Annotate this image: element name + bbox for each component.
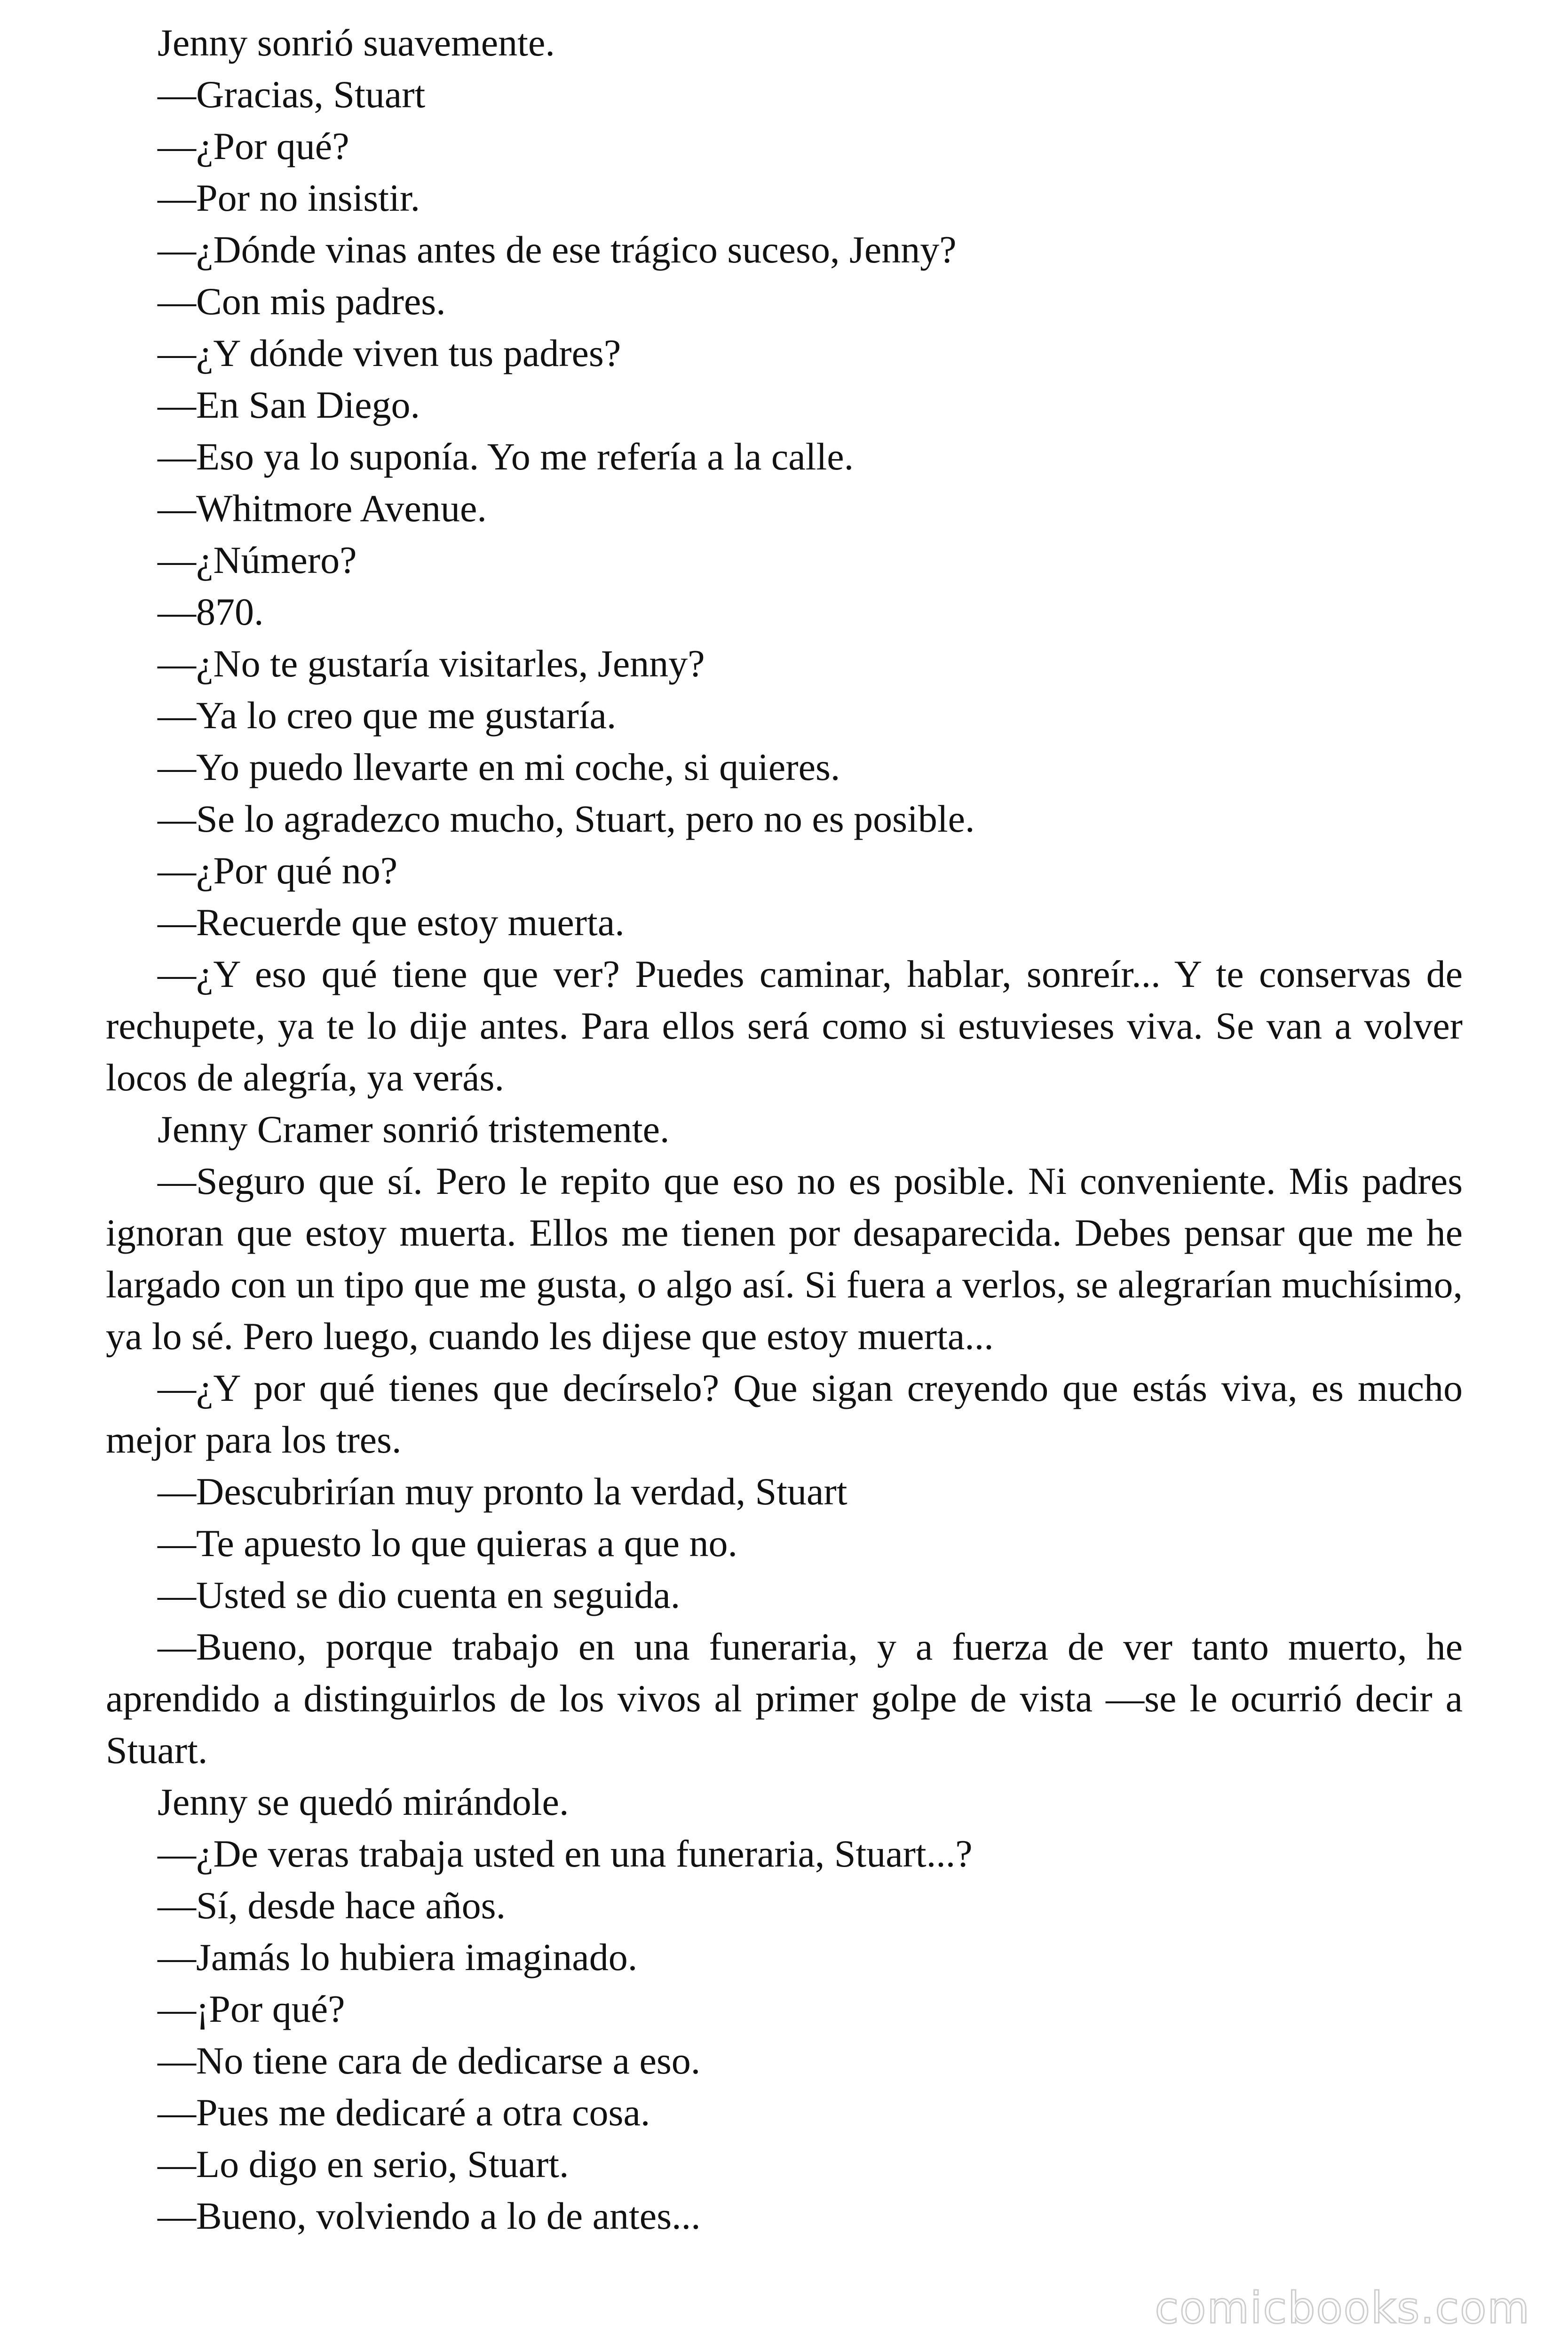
paragraph: —¿Por qué no?: [158, 849, 398, 892]
paragraph: —¿No te gustaría visitarles, Jenny?: [158, 642, 705, 685]
paragraph: —Se lo agradezco mucho, Stuart, pero no es posible.: [158, 797, 975, 840]
paragraph: —Sí, desde hace años.: [158, 1884, 506, 1927]
paragraph: —Lo digo en serio, Stuart.: [158, 2143, 569, 2185]
paragraph: —Con mis padres.: [158, 280, 446, 323]
paragraph: —¿Y por qué tienes que decírselo? Que sigan creyendo que estás viva, es mucho mejor para los tres.: [106, 1367, 1463, 1461]
paragraph: —Bueno, volviendo a lo de antes...: [158, 2194, 701, 2237]
paragraph: —Descubrirían muy pronto la verdad, Stuart: [158, 1470, 847, 1513]
paragraph: —Whitmore Avenue.: [158, 487, 487, 530]
document-page: [106, 17, 1463, 2242]
paragraph: —¿Dónde vinas antes de ese trágico suceso, Jenny?: [158, 228, 957, 271]
paragraph: —Pues me dedicaré a otra cosa.: [158, 2091, 650, 2134]
paragraph: —Usted se dio cuenta en seguida.: [158, 1573, 681, 1616]
paragraph: —Recuerde que estoy muerta.: [158, 901, 625, 944]
paragraph: —Eso ya lo suponía. Yo me refería a la calle.: [158, 435, 854, 478]
paragraph: —¿Número?: [158, 539, 357, 581]
paragraph: —Gracias, Stuart: [158, 73, 426, 116]
paragraph: —Yo puedo llevarte en mi coche, si quieres.: [158, 746, 840, 788]
paragraph: —¿Por qué?: [158, 125, 349, 167]
paragraph: —Te apuesto lo que quieras a que no.: [158, 1522, 738, 1565]
paragraph: —Ya lo creo que me gustaría.: [158, 694, 617, 737]
paragraph: —Por no insistir.: [158, 176, 420, 219]
paragraph: —En San Diego.: [158, 383, 420, 426]
paragraph: —¿Y dónde viven tus padres?: [158, 332, 621, 374]
paragraph: Jenny sonrió suavemente.: [158, 21, 555, 64]
paragraph: —¿Y eso qué tiene que ver? Puedes caminar, hablar, sonreír... Y te conservas de rechupete, ya te lo dije antes. Para ellos será como si estuvieses viva. Se van a volver locos de alegría, ya verás.: [106, 953, 1463, 1099]
paragraph: —¡Por qué?: [158, 1987, 345, 2030]
paragraph: Jenny se quedó mirándole.: [158, 1780, 569, 1823]
paragraph: —Jamás lo hubiera imaginado.: [158, 1936, 638, 1979]
paragraph: —Seguro que sí. Pero le repito que eso no es posible. Ni conveniente. Mis padres ignoran que estoy muerta. Ellos me tienen por desaparecida. Debes pensar que me he largado con un tipo que me gusta, o algo así. Si fuera a verlos, se alegrarían muchísimo, ya lo sé. Pero luego, cuando les dijese que estoy muerta...: [106, 1160, 1463, 1358]
paragraph: Jenny Cramer sonrió tristemente.: [158, 1108, 670, 1151]
paragraph: —Bueno, porque trabajo en una funeraria, y a fuerza de ver tanto muerto, he aprendido a distinguirlos de los vivos al primer golpe de vista —se le ocurrió decir a Stuart.: [106, 1625, 1463, 1772]
watermark: comicbooks.com: [1155, 2283, 1530, 2333]
paragraph: —870.: [158, 590, 264, 633]
paragraph: —No tiene cara de dedicarse a eso.: [158, 2039, 701, 2082]
paragraph: —¿De veras trabaja usted en una funeraria, Stuart...?: [158, 1832, 973, 1875]
